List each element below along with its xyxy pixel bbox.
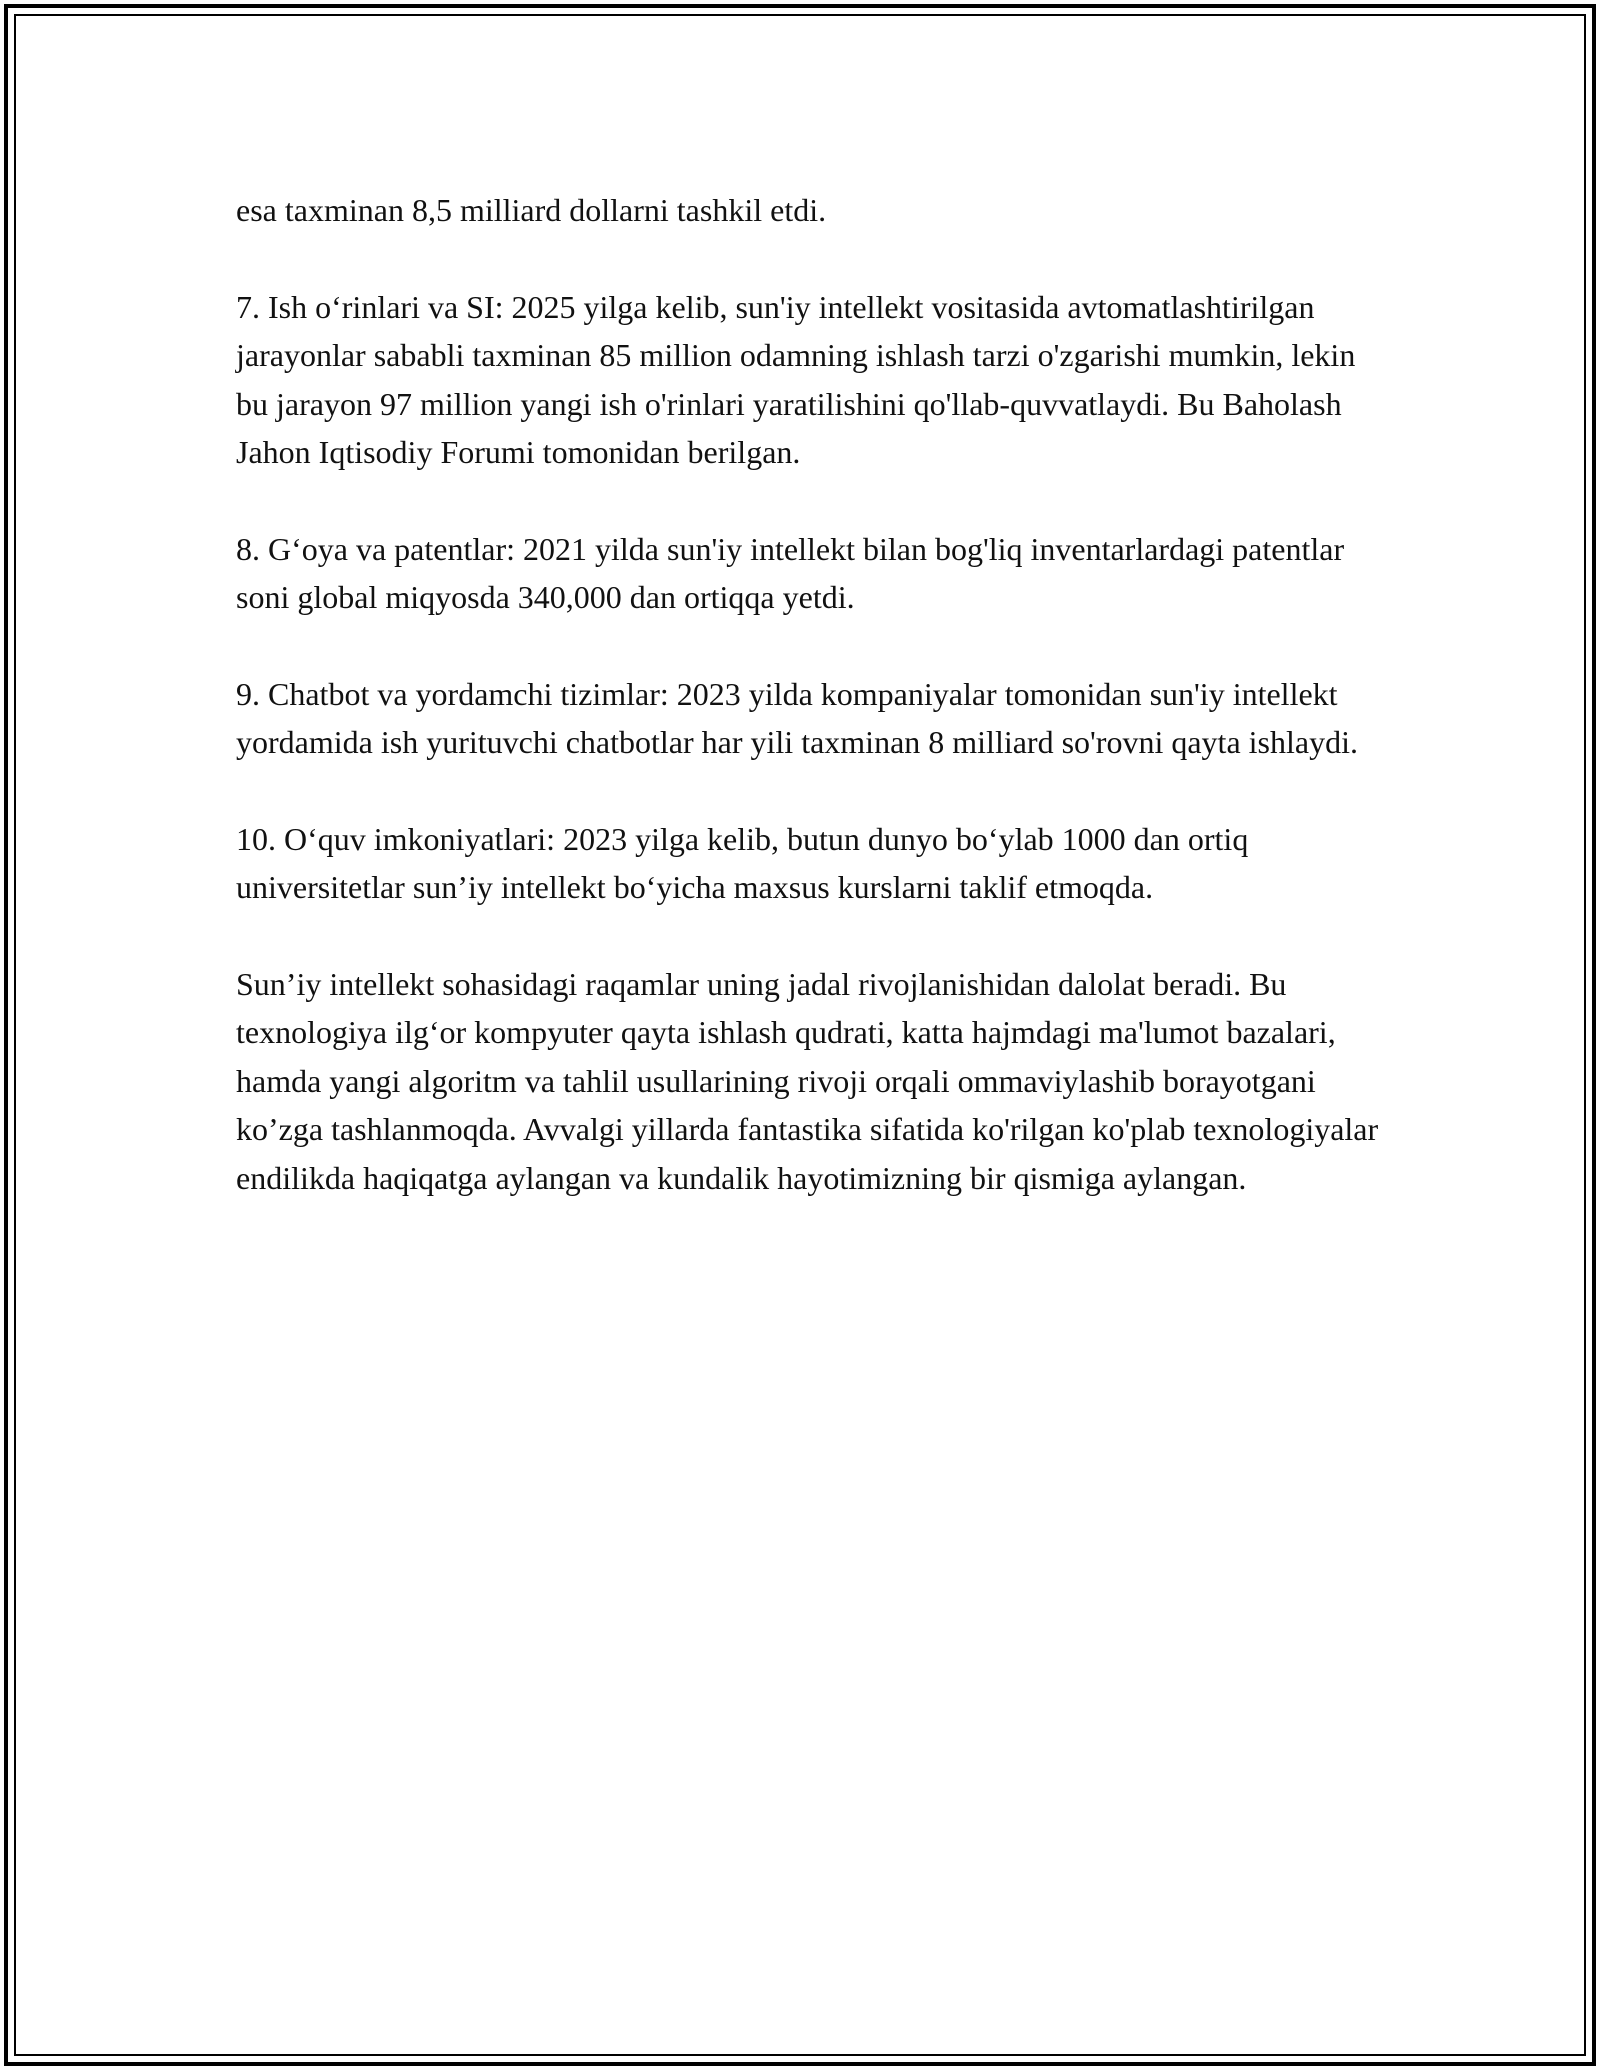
document-page	[236, 186, 1386, 1202]
paragraph-item-10: 10. O‘quv imkoniyatlari: 2023 yilga kelib, butun dunyo bo‘ylab 1000 dan ortiq universitetlar sun’iy intellekt bo‘yicha maxsus kurslarni taklif etmoqda.	[236, 820, 1249, 905]
paragraph-item-9: 9. Chatbot va yordamchi tizimlar: 2023 yilda kompaniyalar tomonidan sun'iy intellekt yordamida ish yurituvchi chatbotlar har yili taxminan 8 milliard so'rovni qayta ishlaydi.	[236, 675, 1358, 760]
paragraph-item-7: 7. Ish o‘rinlari va SI: 2025 yilga kelib, sun'iy intellekt vositasida avtomatlashtirilgan jarayonlar sababli taxminan 85 million odamning ishlash tarzi o'zgarishi mumkin, lekin bu jarayon 97 million yangi ish o'rinlari yaratilishini qo'llab-quvvatlaydi. Bu Baholash Jahon Iqtisodiy Forumi tomonidan berilgan.	[236, 288, 1356, 470]
paragraph-conclusion: Sun’iy intellekt sohasidagi raqamlar uning jadal rivojlanishidan dalolat beradi. Bu texnologiya ilg‘or kompyuter qayta ishlash qudrati, katta hajmdagi ma'lumot bazalari, hamda yangi algoritm va tahlil usullarining rivoji orqali ommaviylashib borayotgani ko’zga tashlanmoqda. Avvalgi yillarda fantastika sifatida ko'rilgan ko'plab texnologiyalar endilikda haqiqatga aylangan va kundalik hayotimizning bir qismiga aylangan.	[236, 965, 1379, 1196]
paragraph-item-8: 8. G‘oya va patentlar: 2021 yilda sun'iy intellekt bilan bog'liq inventarlardagi patentlar soni global miqyosda 340,000 dan ortiqqa yetdi.	[236, 530, 1345, 615]
paragraph-continuation: esa taxminan 8,5 milliard dollarni tashkil etdi.	[236, 192, 827, 228]
